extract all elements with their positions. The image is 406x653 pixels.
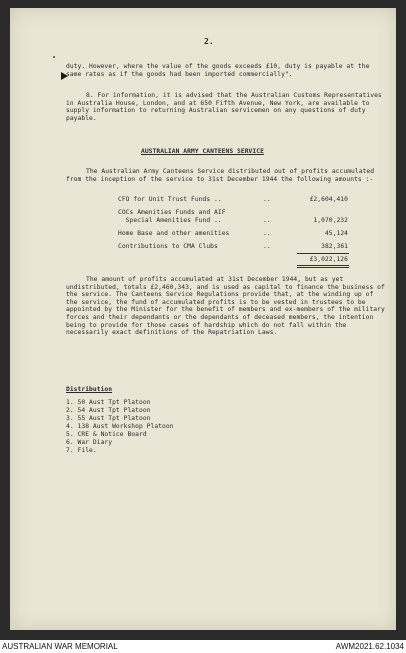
amount-row-dots: .. bbox=[263, 230, 271, 237]
section-heading: AUSTRALIAN ARMY CANTEENS SERVICE bbox=[141, 148, 264, 155]
paragraph-8: 8. For information, it is advised that the Australian Customs Representatives in Australia House, London, and at 650 Fifth Avenue, New York, are available to supply information to returning Australian servicemen on any questions of duty payable. bbox=[66, 92, 382, 122]
amount-row-value: 45,124 bbox=[324, 230, 348, 237]
total-double-underline bbox=[297, 267, 349, 268]
hole-punch-mark bbox=[53, 56, 55, 58]
amount-row-value: 382,361 bbox=[321, 243, 348, 250]
distribution-item: 7. File. bbox=[66, 447, 97, 454]
amount-row-label: Home Base and other amenities bbox=[118, 230, 230, 237]
amount-row-label: Contributions to CMA Clubs bbox=[118, 243, 218, 250]
amount-total: £3,022,126 bbox=[309, 256, 348, 263]
amount-row-dots: .. bbox=[263, 196, 271, 203]
intro-paragraph: The Australian Army Canteens Service distributed out of profits accumulated from the inception of the service to 31st December 1944 the following amounts :- bbox=[66, 168, 375, 183]
amount-row-dots: .. bbox=[263, 217, 271, 224]
amount-row-value: £2,604,410 bbox=[309, 196, 348, 203]
amount-row-label: CFO for Unit Trust Funds .. bbox=[118, 196, 222, 203]
amount-row-value: 1,070,232 bbox=[313, 217, 348, 224]
footer-bar bbox=[0, 640, 406, 653]
document-page bbox=[10, 8, 396, 630]
distribution-item: 5. CRE & Notice Board bbox=[66, 431, 147, 438]
amount-row-dots: .. bbox=[263, 243, 271, 250]
total-underline bbox=[297, 265, 349, 266]
distribution-item: 2. 54 Aust Tpt Platoon bbox=[66, 407, 151, 414]
closing-paragraph: The amount of profits accumulated at 31st December 1944, but as yet undistributed, totals £2,460,343, and is used as capital to finance the business of the service. The Canteens Service Regulations provide that, at the winding up of the service, the fund of accumulated profits is to be vested in trustees to be appointed by the Minister for the benefit of members and ex-members of the military forces and their dependants or the dependants of deceased members, the intention being to provide for those cases of hardship which do not fall within the necessarily exact definitions of the Repatriation Laws. bbox=[66, 276, 385, 337]
amount-row-label: COCs Amenities Funds and AIF bbox=[118, 209, 226, 216]
total-rule bbox=[297, 253, 349, 254]
distribution-item: 6. War Diary bbox=[66, 439, 113, 446]
distribution-title: Distribution bbox=[66, 386, 113, 393]
distribution-item: 4. 138 Aust Workshop Platoon bbox=[66, 423, 174, 430]
footer-institution: AUSTRALIAN WAR MEMORIAL bbox=[2, 642, 118, 651]
footer-accession-number: AWM2021.62.1034 bbox=[335, 642, 404, 651]
distribution-item: 3. 55 Aust Tpt Platoon bbox=[66, 415, 151, 422]
continuation-paragraph: duty. However, where the value of the goods exceeds £10, duty is payable at the same rates as if the goods had been imported commercially". bbox=[66, 63, 370, 78]
amount-row-label: Special Amenities Fund .. bbox=[118, 217, 222, 224]
distribution-item: 1. 50 Aust Tpt Platoon bbox=[66, 399, 151, 406]
page-number: 2. bbox=[204, 37, 214, 46]
